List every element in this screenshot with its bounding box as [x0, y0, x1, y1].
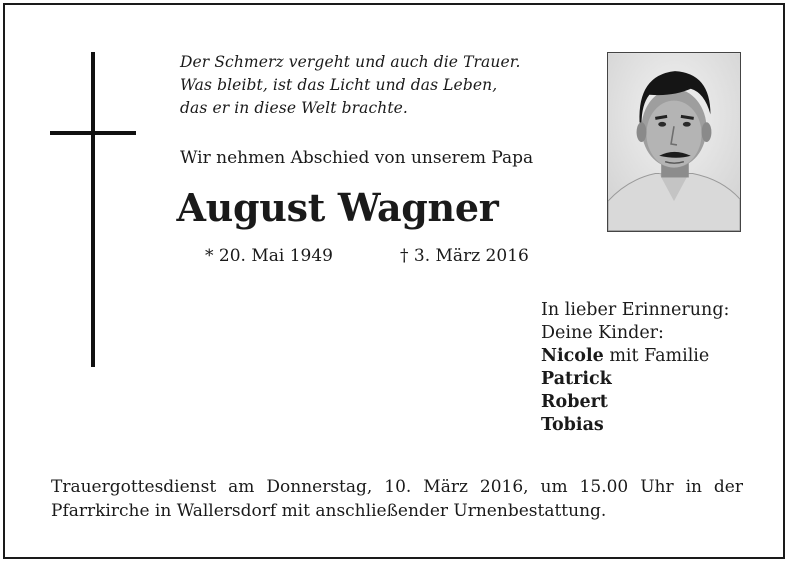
- verse-line: Der Schmerz vergeht und auch die Trauer.: [180, 53, 521, 71]
- child-name: Nicole: [541, 346, 604, 366]
- deceased-name: August Wagner: [176, 185, 499, 230]
- verse-line: das er in diese Welt brachte.: [180, 99, 408, 117]
- portrait-icon: [608, 53, 740, 231]
- child-name: Tobias: [541, 415, 604, 435]
- mourners: [541, 299, 729, 437]
- verse-line: Was bleibt, ist das Licht und das Leben,: [180, 76, 498, 94]
- child-entry: [541, 368, 729, 391]
- child-name: Robert: [541, 392, 608, 412]
- mourners-subheading: Deine Kinder:: [541, 323, 664, 343]
- obituary-notice: [3, 3, 785, 559]
- verse: [180, 51, 600, 120]
- child-entry: [541, 414, 729, 437]
- child-name: Patrick: [541, 369, 612, 389]
- birth-date: * 20. Mai 1949: [205, 246, 333, 266]
- intro-text: Wir nehmen Abschied von unserem Papa: [180, 148, 534, 168]
- mourners-heading: In lieber Erinnerung:: [541, 300, 730, 320]
- death-date: † 3. März 2016: [400, 246, 529, 266]
- child-entry: [541, 345, 729, 368]
- cross-icon-bar: [50, 131, 136, 135]
- portrait-photo: [607, 52, 741, 232]
- child-suffix: mit Familie: [603, 346, 710, 366]
- child-entry: [541, 391, 729, 414]
- funeral-service-info: Trauergottesdienst am Donnerstag, 10. März 2016, um 15.00 Uhr in der Pfarrkirche in Wallersdorf mit anschließender Urnenbestattung.: [51, 477, 743, 521]
- cross-icon: [91, 52, 95, 367]
